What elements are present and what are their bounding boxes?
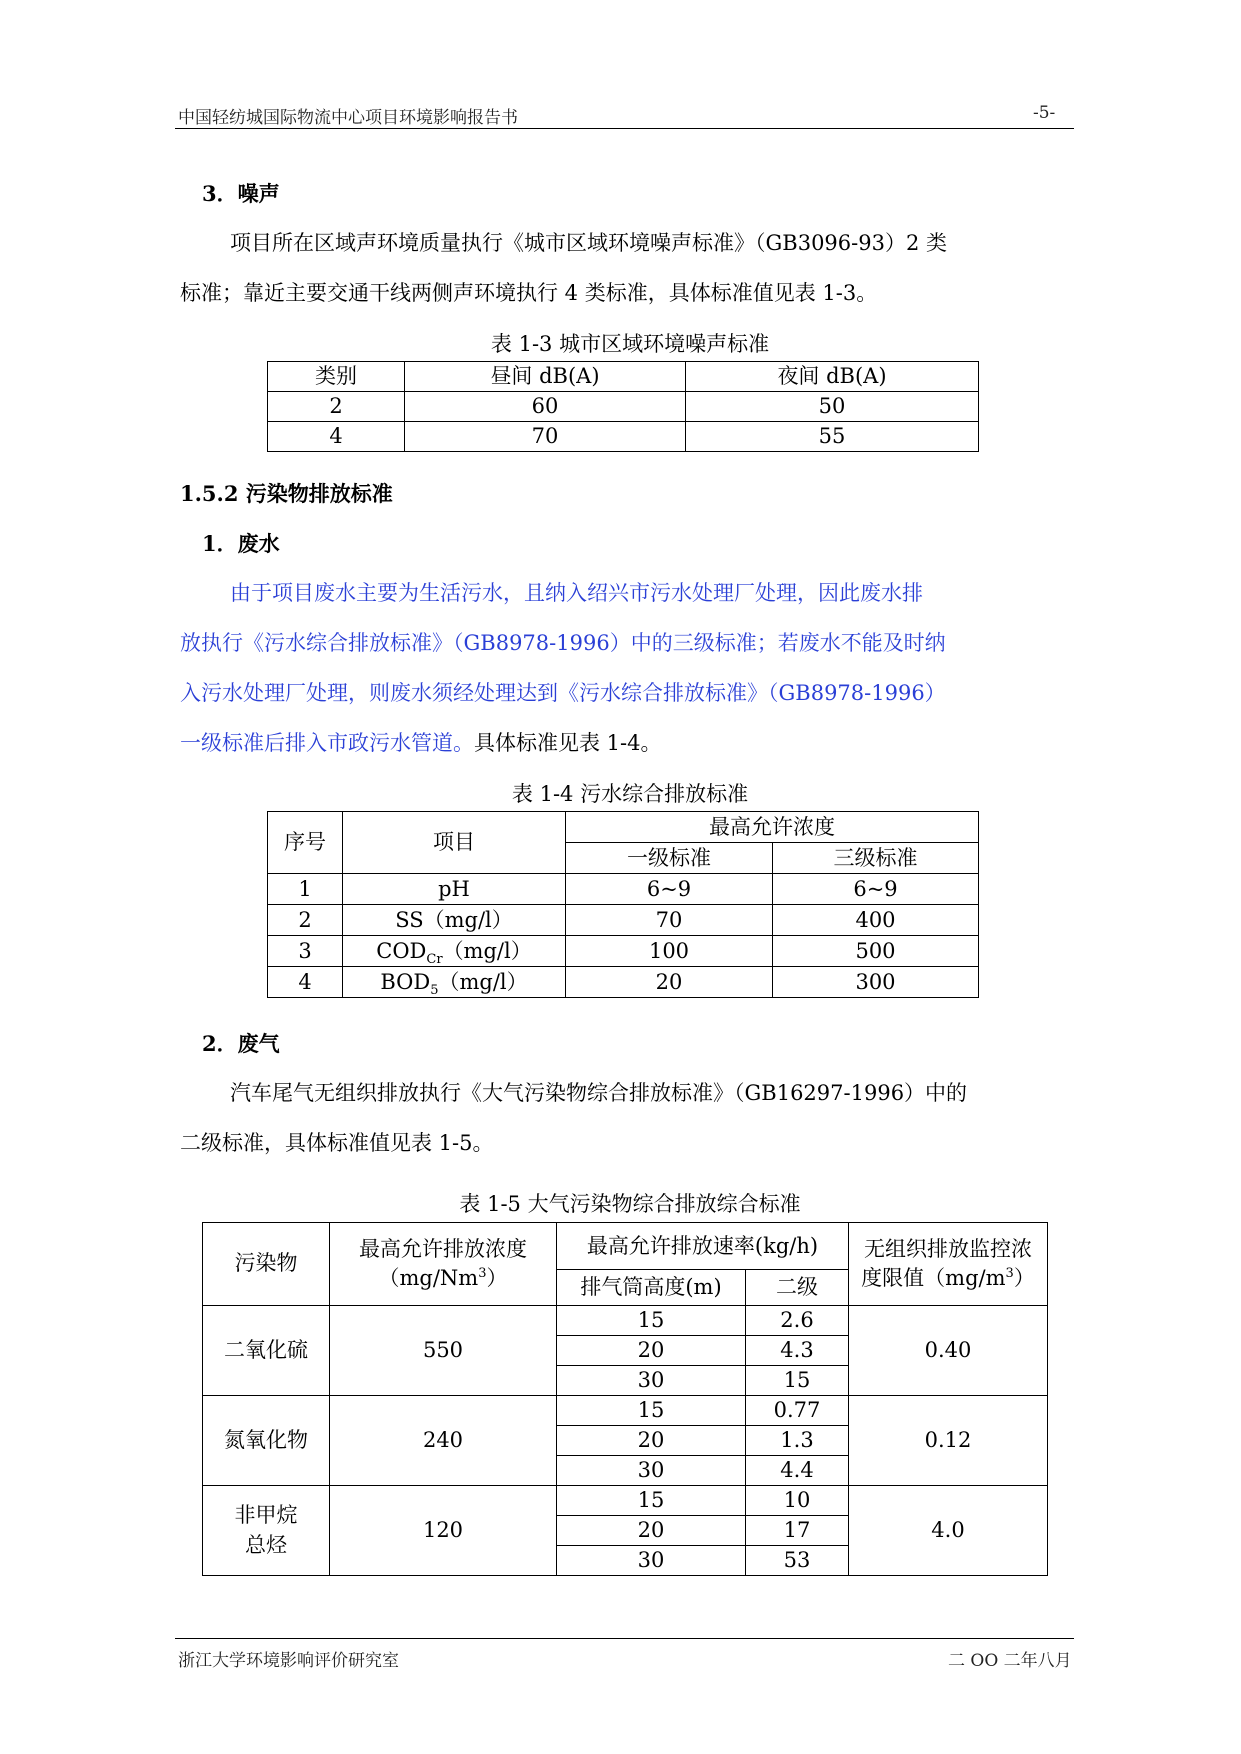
header-stack-height: 排气筒高度(m) xyxy=(557,1270,746,1306)
table-1-5 xyxy=(202,1222,1048,1576)
cell-rate: 4.4 xyxy=(746,1456,849,1486)
header-rule xyxy=(175,128,1074,129)
header-max-conc-line1: 最高允许排放浓度 xyxy=(359,1236,527,1261)
header-max-rate: 最高允许排放速率(kg/h) xyxy=(557,1223,849,1270)
header-day: 昼间 dB(A) xyxy=(405,362,686,392)
section-1-5-2-heading: 1.5.2 污染物排放标准 xyxy=(180,481,393,506)
fugitive-unit: 度限值（mg/m xyxy=(861,1266,1006,1290)
table-row xyxy=(203,1486,1048,1516)
item-subscript: 5 xyxy=(430,983,439,999)
cell-rate: 0.77 xyxy=(746,1396,849,1426)
pollutant-line2: 总烃 xyxy=(245,1532,287,1557)
cell-conc: 550 xyxy=(330,1306,557,1396)
wastegas-heading: 2．废气 xyxy=(202,1031,280,1056)
cell-night: 50 xyxy=(686,392,979,422)
table-row xyxy=(268,936,979,967)
cell-level3: 300 xyxy=(773,967,979,998)
cell-height: 20 xyxy=(557,1336,746,1366)
cell-height: 15 xyxy=(557,1306,746,1336)
wastewater-paragraph-line1: 由于项目废水主要为生活污水，且纳入绍兴市污水处理厂处理，因此废水排 xyxy=(230,581,923,605)
cell-item xyxy=(343,967,566,998)
cell-rate: 17 xyxy=(746,1516,849,1546)
cell-height: 30 xyxy=(557,1366,746,1396)
cell-pollutant: 氮氧化物 xyxy=(203,1396,330,1486)
cell-rate: 4.3 xyxy=(746,1336,849,1366)
cell-height: 20 xyxy=(557,1516,746,1546)
cell-height: 20 xyxy=(557,1426,746,1456)
cell-level3: 500 xyxy=(773,936,979,967)
table-1-4-caption: 表 1-4 污水综合排放标准 xyxy=(511,782,749,806)
cell-height: 15 xyxy=(557,1486,746,1516)
cell-item: SS（mg/l） xyxy=(343,905,566,936)
noise-paragraph-line2: 标准；靠近主要交通干线两侧声环境执行 4 类标准，具体标准值见表 1-3。 xyxy=(180,281,878,305)
wastegas-paragraph-line2: 二级标准，具体标准值见表 1-5。 xyxy=(180,1131,494,1155)
header-max-conc xyxy=(330,1223,557,1306)
footer-org: 浙江大学环境影响评价研究室 xyxy=(178,1651,399,1671)
wastegas-paragraph-line1: 汽车尾气无组织排放执行《大气污染物综合排放标准》（GB16297-1996）中的 xyxy=(230,1081,968,1105)
table-row xyxy=(268,874,979,905)
cell-rate: 53 xyxy=(746,1546,849,1576)
cell-pollutant xyxy=(203,1486,330,1576)
cell-rate: 15 xyxy=(746,1366,849,1396)
cell-rate: 10 xyxy=(746,1486,849,1516)
header-level1: 一级标准 xyxy=(566,843,773,874)
header-no: 序号 xyxy=(268,812,343,874)
conc-unit-superscript: 3 xyxy=(478,1266,487,1281)
cell-no: 2 xyxy=(268,905,343,936)
page-number: -5- xyxy=(1033,103,1056,123)
table-1-3 xyxy=(267,361,979,452)
cell-conc: 240 xyxy=(330,1396,557,1486)
cell-no: 3 xyxy=(268,936,343,967)
cell-night: 55 xyxy=(686,422,979,452)
cell-no: 4 xyxy=(268,967,343,998)
header-title: 中国轻纺城国际物流中心项目环境影响报告书 xyxy=(178,108,518,128)
cell-day: 60 xyxy=(405,392,686,422)
table-header-row xyxy=(203,1223,1048,1270)
pollutant-line1: 非甲烷 xyxy=(234,1503,298,1528)
cell-item xyxy=(343,936,566,967)
noise-paragraph-line1: 项目所在区域声环境质量执行《城市区域环境噪声标准》（GB3096-93）2 类 xyxy=(230,231,948,255)
table-1-4 xyxy=(267,811,979,998)
cell-limit: 4.0 xyxy=(849,1486,1048,1576)
wastewater-paragraph-line4 xyxy=(180,718,662,768)
table-row xyxy=(268,422,979,452)
cell-item: pH xyxy=(343,874,566,905)
cell-level1: 100 xyxy=(566,936,773,967)
cell-pollutant: 二氧化硫 xyxy=(203,1306,330,1396)
header-night: 夜间 dB(A) xyxy=(686,362,979,392)
table-row xyxy=(268,905,979,936)
cell-limit: 0.40 xyxy=(849,1306,1048,1396)
header-max-conc-line2 xyxy=(330,1264,556,1293)
cell-category: 2 xyxy=(268,392,405,422)
table-1-3-caption: 表 1-3 城市区域环境噪声标准 xyxy=(490,332,770,356)
cell-day: 70 xyxy=(405,422,686,452)
table-row xyxy=(268,967,979,998)
cell-level3: 400 xyxy=(773,905,979,936)
cell-level1: 20 xyxy=(566,967,773,998)
header-category: 类别 xyxy=(268,362,405,392)
cell-rate: 2.6 xyxy=(746,1306,849,1336)
wastewater-line4-black: 具体标准见表 1-4。 xyxy=(474,731,662,755)
cell-conc: 120 xyxy=(330,1486,557,1576)
item-subscript: Cr xyxy=(426,952,443,968)
table-header-row xyxy=(268,812,979,843)
header-max-conc: 最高允许浓度 xyxy=(566,812,979,843)
cell-rate: 1.3 xyxy=(746,1426,849,1456)
header-fugitive-limit xyxy=(849,1223,1048,1306)
noise-heading: 3．噪声 xyxy=(202,181,280,206)
item-main: BOD xyxy=(380,969,431,994)
cell-limit: 0.12 xyxy=(849,1396,1048,1486)
header-item: 项目 xyxy=(343,812,566,874)
cell-height: 15 xyxy=(557,1396,746,1426)
footer-date: 二 OO 二年八月 xyxy=(948,1651,1072,1671)
wastewater-paragraph-line3: 入污水处理厂处理，则废水须经处理达到《污水综合排放标准》（GB8978-1996） xyxy=(180,681,946,705)
table-1-5-caption: 表 1-5 大气污染物综合排放综合标准 xyxy=(459,1192,801,1216)
conc-unit: （mg/Nm xyxy=(378,1266,479,1290)
header-fugitive-line1: 无组织排放监控浓 xyxy=(864,1236,1032,1261)
table-row xyxy=(203,1396,1048,1426)
cell-level1: 70 xyxy=(566,905,773,936)
wastewater-heading: 1．废水 xyxy=(202,531,280,556)
item-unit: （mg/l） xyxy=(442,938,532,963)
wastewater-paragraph-line2: 放执行《污水综合排放标准》（GB8978-1996）中的三级标准；若废水不能及时纳 xyxy=(180,631,946,655)
footer-rule xyxy=(175,1638,1074,1639)
table-header-row xyxy=(268,362,979,392)
header-fugitive-line2 xyxy=(849,1264,1047,1293)
wastewater-line4-blue: 一级标准后排入市政污水管道。 xyxy=(180,731,474,755)
cell-no: 1 xyxy=(268,874,343,905)
table-row xyxy=(268,392,979,422)
item-main: COD xyxy=(376,938,427,963)
cell-height: 30 xyxy=(557,1456,746,1486)
fugitive-unit-close: ） xyxy=(1013,1266,1035,1290)
cell-category: 4 xyxy=(268,422,405,452)
header-pollutant: 污染物 xyxy=(203,1223,330,1306)
header-level3: 三级标准 xyxy=(773,843,979,874)
fugitive-unit-superscript: 3 xyxy=(1005,1266,1014,1281)
table-row xyxy=(203,1306,1048,1336)
conc-unit-close: ） xyxy=(486,1266,508,1290)
header-level2: 二级 xyxy=(746,1270,849,1306)
cell-level1: 6~9 xyxy=(566,874,773,905)
cell-level3: 6~9 xyxy=(773,874,979,905)
cell-height: 30 xyxy=(557,1546,746,1576)
item-unit: （mg/l） xyxy=(438,969,528,994)
